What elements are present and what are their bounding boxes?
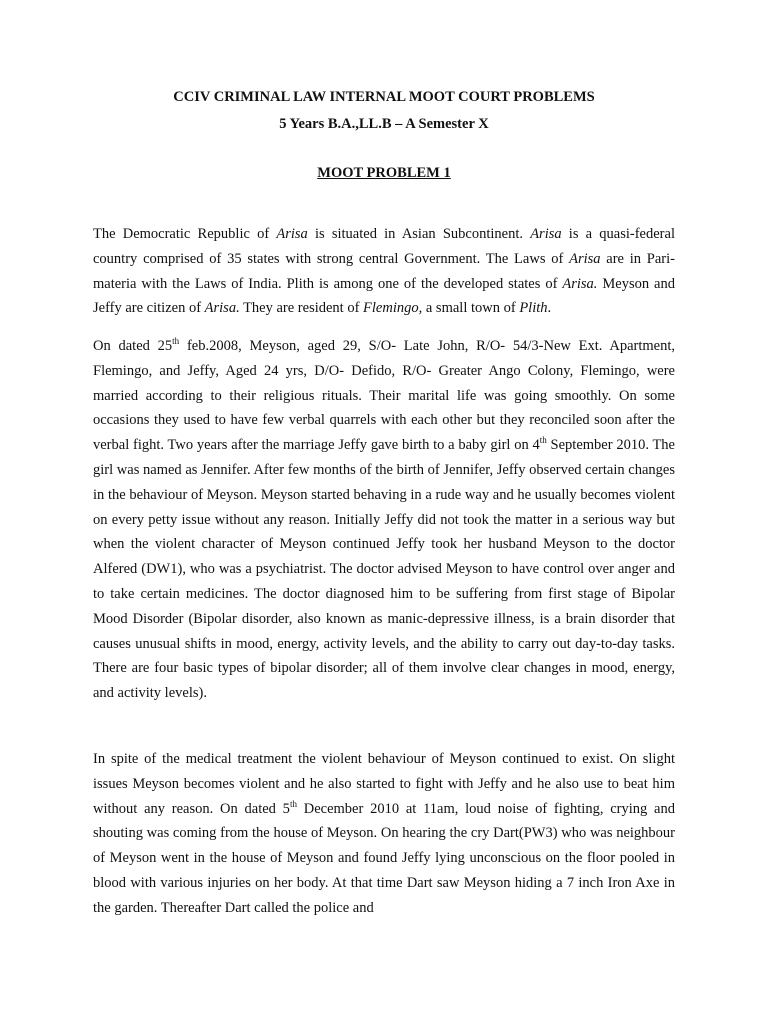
document-subtitle: 5 Years B.A.,LL.B – A Semester X: [279, 116, 489, 132]
text-run: Meyson and Jeffy are citizen of: [93, 275, 675, 317]
text-run: is situated in Asian Subcontinent.: [307, 226, 531, 242]
italic-text: Arisa: [569, 250, 601, 267]
superscript: th: [539, 435, 547, 446]
paragraph-3-container: [93, 747, 675, 921]
problem-heading: MOOT PROBLEM 1: [317, 165, 451, 181]
text-run: September 2010. The girl was named as Jennifer. After few months of the birth of Jennifer, Jeffy observed certain changes in the behaviour of Meyson. Meyson started behaving in a rude way and he usually becomes violent on every petty issue without any reason. Initially Jeffy did not took the matter in a serious way but when the violent character of Meyson continued Jeffy took her husband Meyson to the doctor Alfered (DW1), who was a psychiatrist. The doctor advised Meyson to have control over anger and to take certain medicines. The doctor diagnosed him to be suffering from first stage of Bipolar Mood Disorder (Bipolar disorder, also known as manic-depressive illness, is a brain disorder that causes unusual shifts in mood, energy, activity levels, and the ability to carry out day-to-day tasks. There are four basic types of bipolar disorder; all of them involve clear changes in mood, energy, and activity levels).: [93, 437, 675, 702]
paragraph: [93, 747, 675, 921]
italic-text: Flemingo,: [363, 300, 423, 317]
superscript: th: [172, 336, 180, 346]
italic-text: Arisa.: [204, 300, 240, 317]
italic-text: Arisa: [530, 226, 562, 242]
text-run: In spite of the medical treatment the violent behaviour of Meyson continued to exist. On slight issues Meyson becomes violent and he also started to fight with Jeffy and he also use to beat him without any reason. On dated 5: [93, 751, 675, 817]
text-run: .: [547, 300, 552, 317]
italic-text: Arisa.: [562, 275, 598, 292]
paragraph-2-container: [93, 334, 675, 706]
italic-text: Arisa: [276, 226, 308, 242]
document-title: CCIV CRIMINAL LAW INTERNAL MOOT COURT PROBLEMS: [173, 89, 595, 105]
text-run: December 2010 at 11am, loud noise of fighting, crying and shouting was coming from the house of Meyson. On hearing the cry Dart(PW3) who was neighbour of Meyson went in the house of Meyson and found Jeffy lying unconscious on the floor pooled in blood with various injuries on her body. At that time Dart saw Meyson hiding a 7 inch Iron Axe in the garden. Thereafter Dart called the police and: [93, 800, 675, 916]
text-run: are in Pari-materia with the Laws of India. Plith is among one of the developed states of: [93, 250, 675, 292]
paragraph-1-container: [93, 222, 675, 321]
text-run: They are resident of: [239, 300, 364, 317]
text-run: The Democratic Republic of: [93, 226, 277, 242]
paragraph: [93, 334, 675, 706]
text-run: a small town of: [422, 300, 520, 317]
text-run: On dated 25: [93, 338, 173, 354]
text-run: feb.2008, Meyson, aged 29, S/O- Late John, R/O- 54/3-New Ext. Apartment, Flemingo, and Jeffy, Aged 24 yrs, D/O- Defido, R/O- Greater Ango Colony, Flemingo, were married according to their religious rituals. Their marital life was going smoothly. On some occasions they used to have few verbal quarrels with each other but they reconciled soon after the verbal fight. Two years after the marriage Jeffy gave birth to a baby girl on 4: [93, 338, 676, 454]
text-run: is a quasi-federal country comprised of 35 states with strong central Government. The Laws of: [93, 226, 675, 267]
superscript: th: [289, 798, 297, 809]
italic-text: Plith: [519, 300, 548, 317]
paragraph: [93, 222, 675, 321]
